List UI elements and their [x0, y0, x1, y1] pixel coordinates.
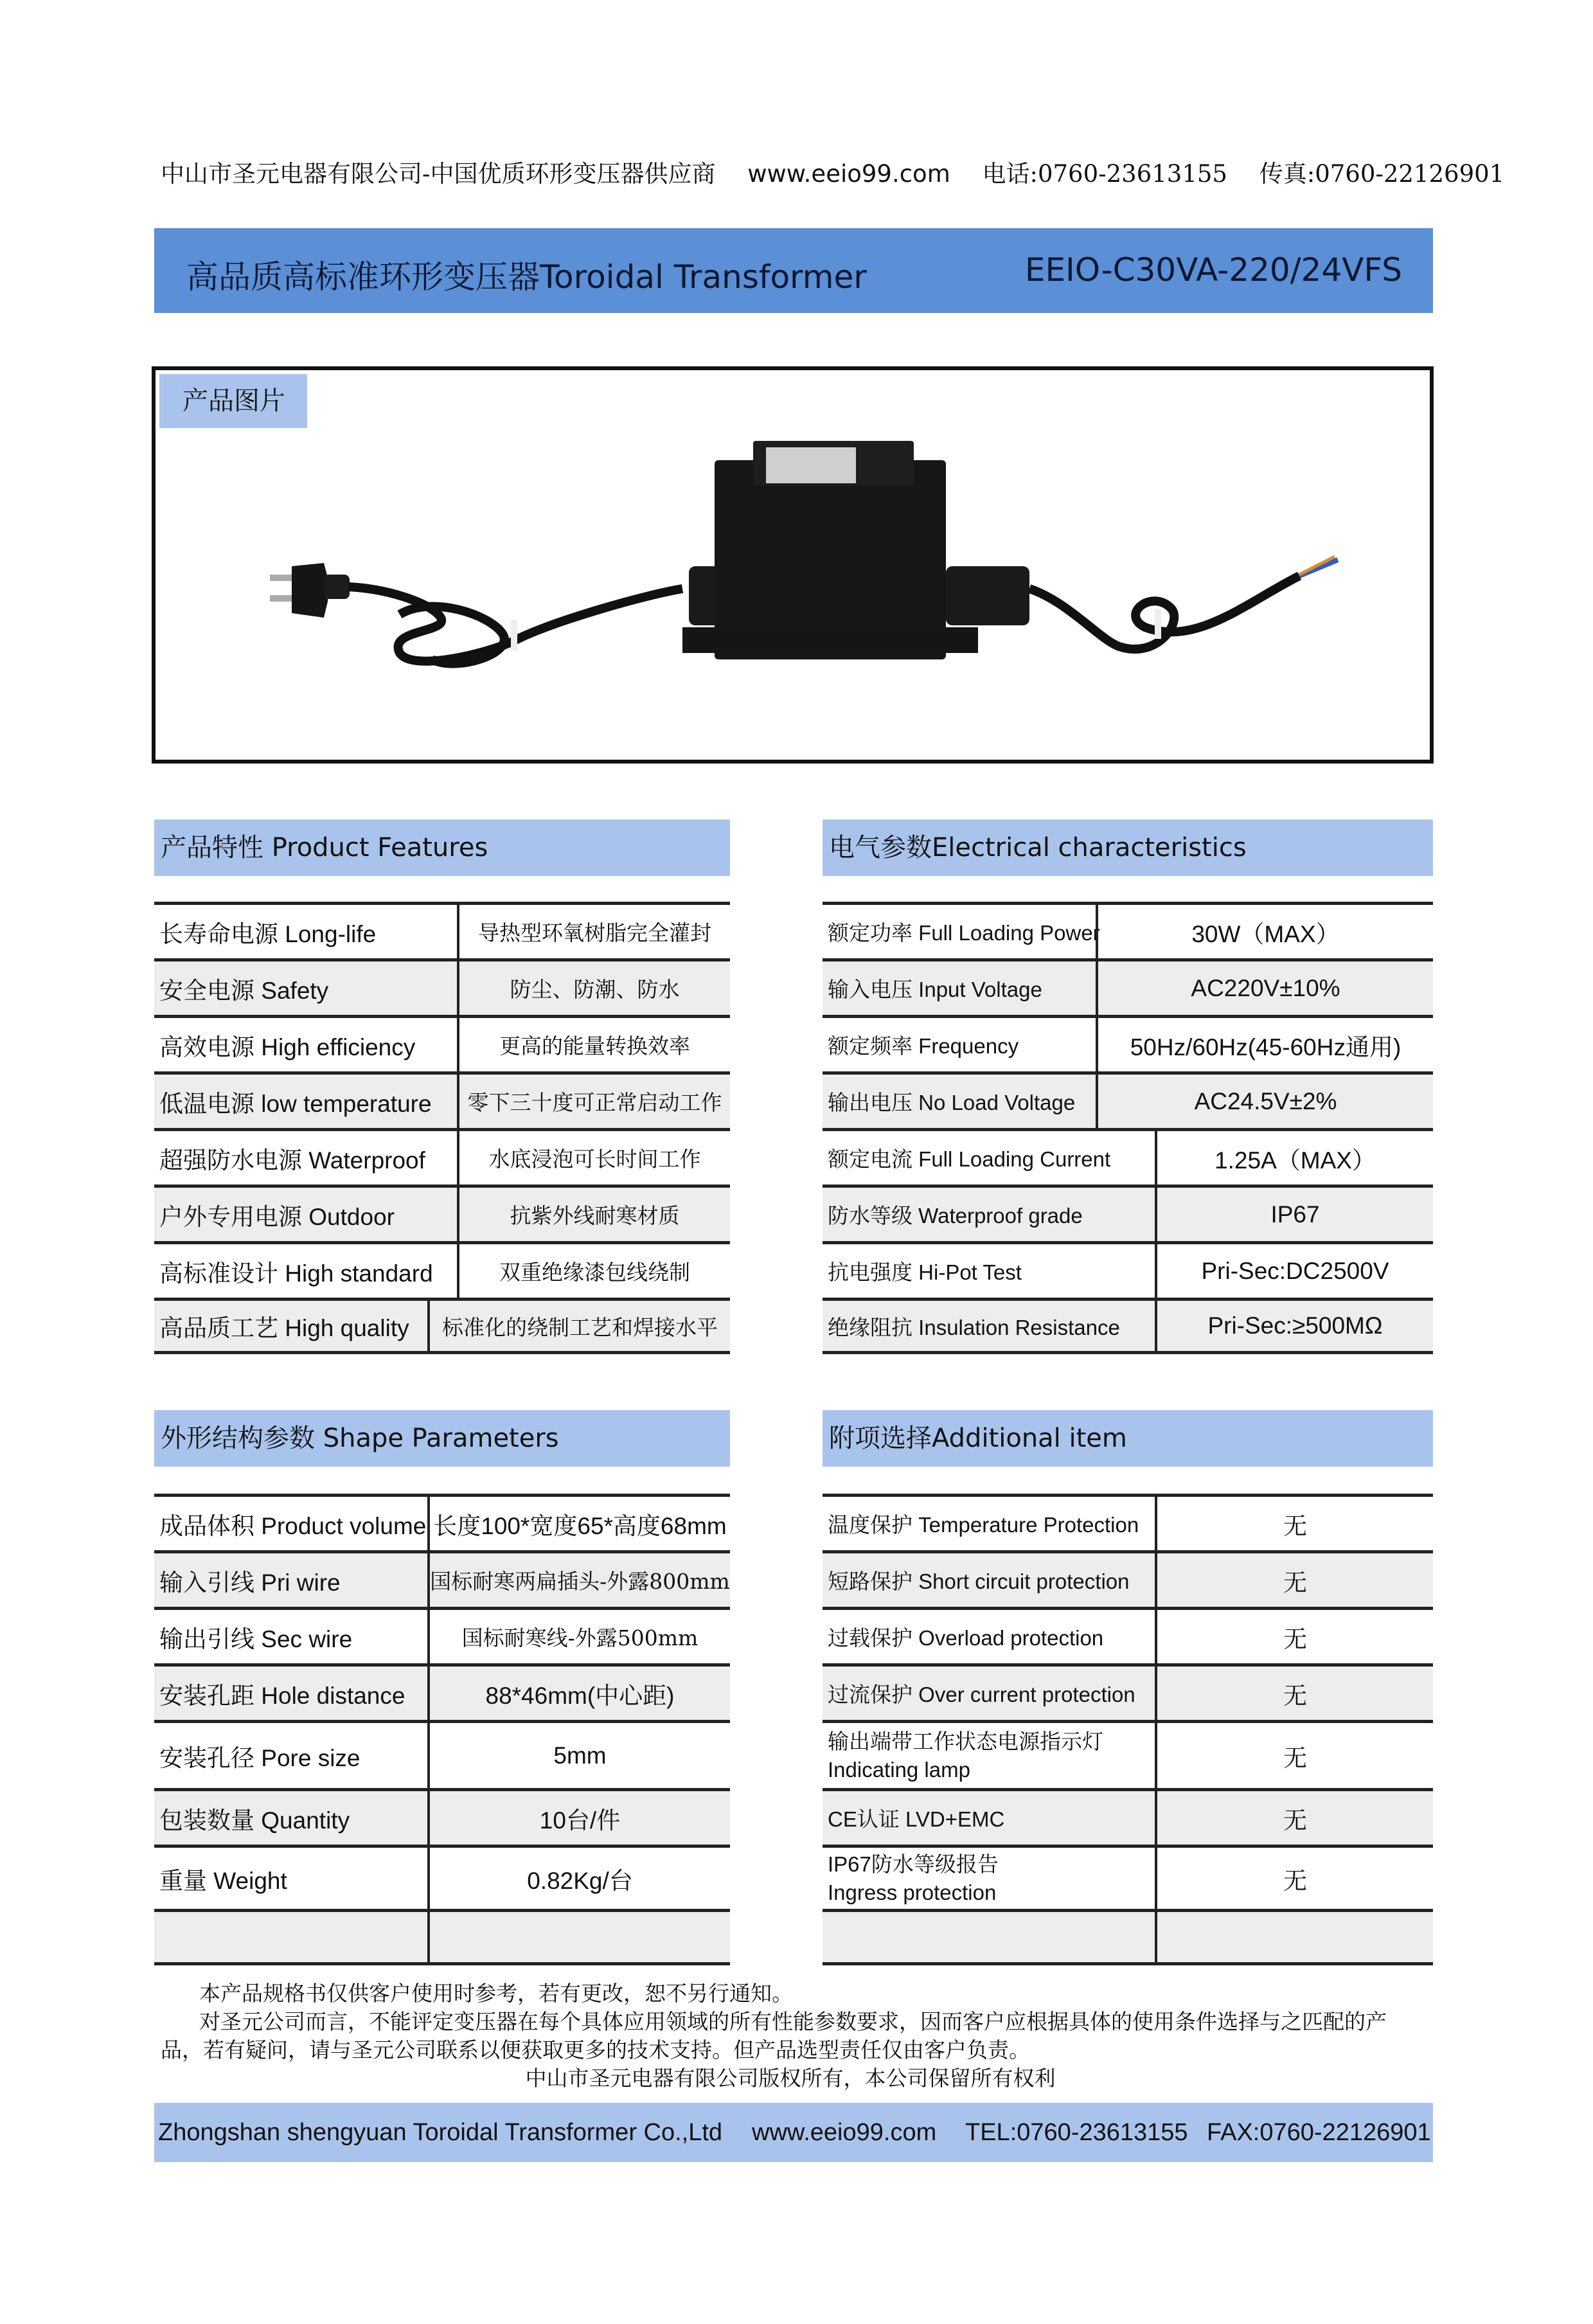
features-row: [154, 1071, 730, 1128]
additional-row-label: 温度保护 Temperature Protection: [828, 1513, 1139, 1537]
additional-row-label-line1: 输出端带工作状态电源指示灯: [828, 1729, 1103, 1753]
additional-row-value: 无: [1155, 1610, 1433, 1663]
additional-row-label: CE认证 LVD+EMC: [828, 1807, 1005, 1831]
electrical-row: [823, 1241, 1433, 1298]
additional-table: [823, 1494, 1433, 1965]
features-row: [154, 958, 730, 1015]
product-photo-box: [152, 366, 1434, 764]
additional-header-label: 附项选择Additional item: [829, 1424, 1127, 1453]
shape-row: [154, 1607, 730, 1663]
shape-row: [154, 1663, 730, 1720]
electrical-row-value: AC24.5V±2%: [1096, 1075, 1433, 1128]
shape-row-value: 0.82Kg/台: [427, 1848, 730, 1909]
shape-row-label: 成品体积 Product volume: [159, 1512, 427, 1539]
additional-row-value: 无: [1155, 1791, 1433, 1845]
features-row: [154, 1015, 730, 1071]
shape-row: [154, 1550, 730, 1607]
additional-row: [823, 1845, 1433, 1909]
footer-fax: FAX:0760-22126901: [1207, 2119, 1431, 2146]
features-header: [154, 819, 730, 876]
features-row-label: 高标准设计 High standard: [159, 1260, 433, 1287]
shape-row-value: 国标耐寒两扁插头-外露800mm: [427, 1553, 730, 1607]
footer-tel: TEL:0760-23613155: [965, 2119, 1188, 2146]
page-title: 高品质高标准环形变压器Toroidal Transformer: [186, 258, 867, 296]
features-row-value: 零下三十度可正常启动工作: [457, 1075, 730, 1128]
additional-row-label: [828, 1848, 999, 1909]
electrical-row: [823, 1071, 1433, 1128]
shape-row: [154, 1909, 730, 1965]
features-row-label: 安全电源 Safety: [159, 977, 329, 1004]
features-row: [154, 1241, 730, 1298]
additional-row: [823, 1788, 1433, 1845]
shape-row-value: 长度100*宽度65*高度68mm: [427, 1497, 730, 1550]
shape-row-label: 安装孔径 Pore size: [159, 1744, 360, 1771]
electrical-row-label: 绝缘阻抗 Insulation Resistance: [828, 1315, 1120, 1339]
electrical-row-label: 额定功率 Full Loading Power: [828, 921, 1100, 945]
features-row-label: 高品质工艺 High quality: [159, 1315, 409, 1341]
product-photo: [156, 370, 1430, 760]
electrical-row-value: Pri-Sec:DC2500V: [1155, 1244, 1433, 1298]
additional-row: [823, 1720, 1433, 1788]
electrical-row-value: 30W（MAX）: [1096, 905, 1433, 958]
shape-row-label: 安装孔距 Hole distance: [159, 1682, 405, 1709]
photo-label: 产品图片: [159, 374, 307, 428]
disclaimer-notes: [161, 1980, 1420, 2093]
model-number: EEIO-C30VA-220/24VFS: [1024, 251, 1402, 289]
phone-number: 电话:0760-23613155: [982, 160, 1227, 188]
additional-row-label: 过载保护 Overload protection: [828, 1626, 1104, 1650]
electrical-row: [823, 958, 1433, 1015]
shape-row: [154, 1788, 730, 1845]
shape-row-value: 5mm: [427, 1723, 730, 1788]
electrical-row-value: 1.25A（MAX）: [1155, 1131, 1433, 1184]
features-row: [154, 1128, 730, 1184]
features-header-label: 产品特性 Product Features: [161, 833, 488, 863]
shape-row-label: 重量 Weight: [159, 1867, 287, 1894]
features-row-label: 超强防水电源 Waterproof: [159, 1147, 425, 1174]
company-name: 中山市圣元电器有限公司-中国优质环形变压器供应商: [161, 160, 716, 188]
features-row-label: 户外专用电源 Outdoor: [159, 1203, 395, 1230]
additional-row-value: [1155, 1912, 1433, 1962]
additional-row-label: 过流保护 Over current protection: [828, 1683, 1135, 1706]
shape-row: [154, 1494, 730, 1550]
electrical-row-label: 额定电流 Full Loading Current: [828, 1147, 1111, 1171]
additional-row-label: 短路保护 Short circuit protection: [828, 1569, 1130, 1593]
note-line-2: 对圣元公司而言，不能评定变压器在每个具体应用领域的所有性能参数要求，因而客户应根据具体的使用条件选择与之匹配的产品，若有疑问，请与圣元公司联系以便获取更多的技术支持。但产品选型责任仅由客户负责。: [161, 2009, 1387, 2062]
note-line-1: 本产品规格书仅供客户使用时参考，若有更改，恕不另行通知。: [199, 1981, 793, 2006]
features-row-value: 导热型环氧树脂完全灌封: [457, 905, 730, 958]
electrical-row: [823, 1184, 1433, 1241]
shape-row-value: [427, 1912, 730, 1962]
shape-row-label: 输入引线 Pri wire: [159, 1569, 341, 1596]
features-row: [154, 902, 730, 958]
shape-row: [154, 1845, 730, 1909]
footer-company: Zhongshan shengyuan Toroidal Transformer Co.,Ltd: [158, 2119, 723, 2146]
features-row-value: 防尘、防潮、防水: [457, 961, 730, 1015]
features-row: [154, 1298, 730, 1354]
additional-row: [823, 1494, 1433, 1550]
shape-row-value: 国标耐寒线-外露500mm: [427, 1610, 730, 1663]
electrical-row-value: AC220V±10%: [1096, 961, 1433, 1015]
additional-row-value: 无: [1155, 1667, 1433, 1720]
shape-row-value: 10台/件: [427, 1791, 730, 1845]
features-row-label: 高效电源 High efficiency: [159, 1033, 416, 1060]
shape-row-value: 88*46mm(中心距): [427, 1667, 730, 1720]
features-row-label: 长寿命电源 Long-life: [159, 920, 377, 947]
additional-row: [823, 1663, 1433, 1720]
plug-icon: [270, 563, 350, 618]
electrical-row: [823, 1298, 1433, 1354]
additional-row-value: 无: [1155, 1497, 1433, 1550]
additional-row-label-line2: Ingress protection: [828, 1880, 997, 1904]
additional-row: [823, 1909, 1433, 1965]
features-table: [154, 902, 730, 1353]
electrical-row: [823, 1128, 1433, 1184]
website-link[interactable]: www.eeio99.com: [747, 160, 950, 188]
electrical-row-label: 抗电强度 Hi-Pot Test: [828, 1260, 1022, 1284]
shape-header-label: 外形结构参数 Shape Parameters: [161, 1424, 559, 1453]
electrical-row-label: 防水等级 Waterproof grade: [828, 1204, 1083, 1228]
additional-row-label: [828, 1723, 1103, 1788]
electrical-row-value: 50Hz/60Hz(45-60Hz通用): [1096, 1018, 1433, 1071]
footer-website[interactable]: www.eeio99.com: [752, 2119, 937, 2146]
electrical-row-label: 额定频率 Frequency: [828, 1034, 1019, 1058]
additional-row-value: 无: [1155, 1553, 1433, 1607]
additional-header: [823, 1410, 1433, 1467]
features-row-value: 双重绝缘漆包线绕制: [457, 1244, 730, 1298]
electrical-row-value: IP67: [1155, 1188, 1433, 1241]
additional-row-label-line2: Indicating lamp: [828, 1757, 970, 1782]
features-row-value: 抗紫外线耐寒材质: [457, 1188, 730, 1241]
header-contact-line: [161, 154, 1505, 189]
additional-row: [823, 1607, 1433, 1663]
shape-row: [154, 1720, 730, 1788]
title-banner: [154, 228, 1433, 313]
shape-row-label: 包装数量 Quantity: [159, 1807, 350, 1834]
electrical-table: [823, 902, 1433, 1353]
additional-row-value: 无: [1155, 1723, 1433, 1788]
electrical-row: [823, 1015, 1433, 1071]
electrical-header: [823, 819, 1433, 876]
electrical-row-label: 输入电压 Input Voltage: [828, 978, 1042, 1001]
shape-row-label: 输出引线 Sec wire: [159, 1625, 353, 1652]
additional-row-label-line1: IP67防水等级报告: [828, 1852, 999, 1876]
shape-header: [154, 1410, 730, 1467]
features-row: [154, 1184, 730, 1241]
features-row-label: 低温电源 low temperature: [159, 1090, 432, 1117]
fax-number: 传真:0760-22126901: [1259, 160, 1505, 188]
electrical-header-label: 电气参数Electrical characteristics: [829, 833, 1247, 863]
footer-bar: [154, 2103, 1433, 2162]
copyright-line: 中山市圣元电器有限公司版权所有，本公司保留所有权利: [525, 2066, 1056, 2091]
electrical-row-label: 输出电压 No Load Voltage: [828, 1091, 1076, 1114]
features-row-value: 更高的能量转换效率: [457, 1018, 730, 1071]
additional-row: [823, 1550, 1433, 1607]
electrical-row-value: Pri-Sec:≥500MΩ: [1155, 1301, 1433, 1351]
features-row-value: 标准化的绕制工艺和焊接水平: [427, 1301, 730, 1351]
additional-row-value: 无: [1155, 1848, 1433, 1909]
features-row-value: 水底浸泡可长时间工作: [457, 1131, 730, 1184]
electrical-row: [823, 902, 1433, 958]
shape-table: [154, 1494, 730, 1965]
